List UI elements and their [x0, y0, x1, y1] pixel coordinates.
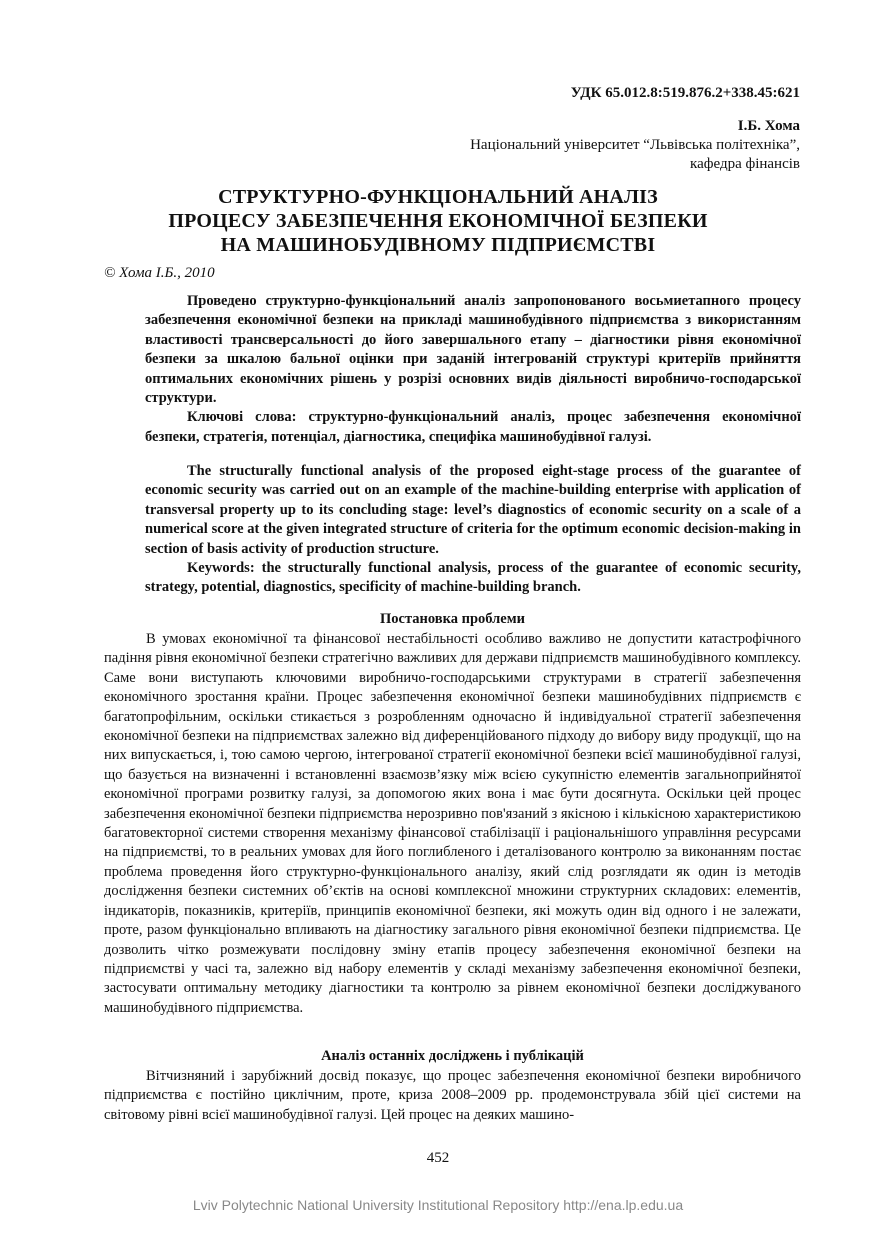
section-body: [104, 630, 801, 1018]
author-block: [470, 117, 800, 174]
title-line: ПРОЦЕСУ ЗАБЕЗПЕЧЕННЯ ЕКОНОМІЧНОЇ БЕЗПЕКИ: [168, 210, 708, 232]
author-affiliation: Національний університет “Львівська політехніка”,: [470, 137, 800, 153]
paper-title: [80, 185, 796, 257]
author-name: І.Б. Хома: [737, 118, 800, 134]
abstract-keywords: Keywords: the structurally functional analysis, process of the guarantee of economic security, strategy, potential, diagnostics, specificity of machine-building branch.: [145, 560, 801, 596]
section-heading: Аналіз останніх досліджень і публікацій: [321, 1048, 584, 1064]
copyright-notice: © Хома І.Б., 2010: [104, 265, 215, 281]
repository-footer: Lviv Polytechnic National University Institutional Repository http://ena.lp.edu.ua: [192, 1197, 684, 1213]
abstract-ukrainian: [145, 292, 801, 447]
abstract-text: The structurally functional analysis of the proposed eight-stage process of the guarantee of economic security was carried out on an example of the machine-building enterprise with application of transversal property up to its concluding stage: level’s diagnostics of economic security on a scale of a numerical score at the given integrated structure of criteria for the optimum economic decision-making in section of basis activity of production structure.: [145, 463, 801, 557]
section-heading: Постановка проблеми: [380, 611, 525, 627]
title-line: СТРУКТУРНО-ФУНКЦІОНАЛЬНИЙ АНАЛІЗ: [218, 186, 658, 208]
abstract-text: Проведено структурно-функціональний аналіз запропонованого восьмиетапного процесу забезпечення економічної безпеки на прикладі машинобудівного підприємства з використанням властивості трансверсальності до його завершального етапу – діагностики рівня економічної безпеки за шкалою бальної оцінки при заданій інтегрованій структурі критеріїв прийняття оптимальних економічних рішень у розрізі основних видів діяльності виробничо-господарської структури.: [145, 293, 801, 407]
page-number: 452: [426, 1150, 450, 1166]
paragraph: Вітчизняний і зарубіжний досвід показує, що процес забезпечення економічної безпеки виробничого підприємства є постійно циклічним, проте, криза 2008–2009 рр. продемонструвала збій цієї системи на світовому рівні всієї машинобудівної галузі. Цей процес на деяких машино-: [104, 1068, 801, 1123]
paragraph: В умовах економічної та фінансової нестабільності особливо важливо не допустити катастрофічного падіння рівня економічної безпеки стратегічно важливих для держави підприємств машинобудівного комплексу. Саме вони виступають ключовими виробничо-господарськими структурами в стратегії забезпечення економічного зростання країни. Процес забезпечення економічної безпеки машинобудівних підприємств є багатопрофільним, оскільки стикається з розробленням одночасно й індивідуальної стратегії забезпечення економічної безпеки на підприємствах залежно від диференційованого підходу до вибору виду продукції, що на них випускається, і, тою самою чергою, інтегрованої стратегії економічної безпеки всієї машинобудівної галузі, що базується на визначенні і встановленні взаємозв’язку між всією сукупністю елементів загальноприйнятої економічної програми розвитку галузі, за допомогою яких вона і має бути досягнута. Оскільки цей процес забезпечення економічної безпеки підприємства нерозривно пов'язаний з якісною і кількісною характеристикою багатовекторної системи створення механізму фінансової стабілізації і раціональнішого управління ресурсами на підприємстві, то в реальних умовах для його поглибленого і деталізованого контролю за виконанням постає проблема проведення його структурно-функціонального аналізу, який слід розглядати як один із методів дослідження безпеки системних об’єктів на основі комплексної множини структурних складових: елементів, індикаторів, показників, критеріїв, принципів економічної безпеки, які можуть один від одного і не залежати, проте, разом функціонально впливають на діагностику загального рівня економічної безпеки підприємства. Це дозволить чітко розмежувати послідовну зміну етапів процесу забезпечення економічної безпеки на підприємстві у часі та, залежно від набору елементів у складі механізму забезпечення економічної безпеки, застосувати оптимальну методику діагностики та контролю за рівнем економічної безпеки досліджуваного машинобудівного підприємства.: [104, 631, 801, 1016]
udc-code: УДК 65.012.8:519.876.2+338.45:621: [570, 85, 800, 101]
section-body: [104, 1067, 801, 1125]
title-line: НА МАШИНОБУДІВНОМУ ПІДПРИЄМСТВІ: [220, 234, 656, 256]
abstract-keywords: Ключові слова: структурно-функціональний аналіз, процес забезпечення економічної безпеки, стратегія, потенціал, діагностика, специфіка машинобудівної галузі.: [145, 409, 801, 445]
abstract-english: [145, 462, 801, 598]
author-department: кафедра фінансів: [690, 156, 800, 172]
